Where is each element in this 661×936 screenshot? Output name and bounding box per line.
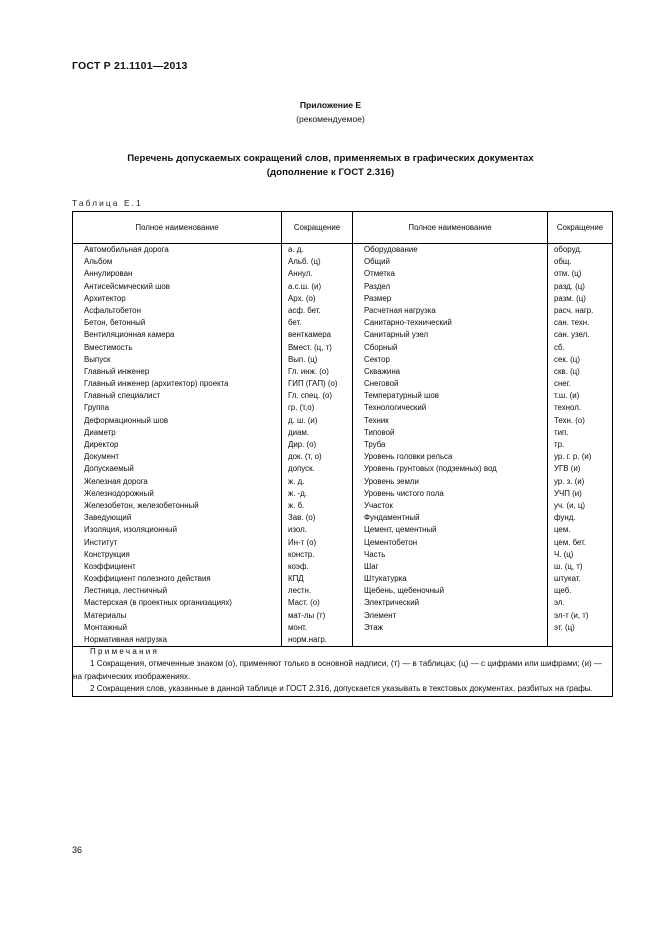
table-cell-full-name: Уровень земли [364,476,419,486]
table-cell-full-name: Шаг [364,561,379,571]
table-cell-abbreviation: Техн. (о) [554,415,585,425]
table-cell-abbreviation: ур. з. (и) [554,476,585,486]
table-cell-full-name: Труба [364,440,386,449]
abbreviations-table [72,211,613,697]
table-cell-abbreviation: Маст. (о) [288,598,320,608]
table-cell-full-name: Документ [84,452,120,462]
table-cell-full-name: Сектор [364,354,390,364]
table-cell-abbreviation: ж. д. [288,476,305,486]
table-cell-abbreviation: Ч. (ц) [554,549,574,559]
table-cell-abbreviation: лестн. [288,586,312,596]
table-cell-full-name: Уровень головки рельса [364,452,453,462]
table-cell-full-name: Цементобетон [364,537,418,547]
table-cell-full-name: Цемент, цементный [364,525,437,535]
table-cell-abbreviation: Зав. (о) [288,513,316,523]
cell-full-names-right [353,244,548,647]
column-header-abbreviation-right: Сокращение [548,212,613,244]
column-header-full-name-right: Полное наименование [353,212,548,244]
table-cell-full-name: Технологический [364,403,427,413]
table-cell-abbreviation: д. ш. (и) [288,415,318,425]
table-cell-full-name: Альбом [84,257,113,267]
table-cell-full-name: Материалы [84,610,127,620]
table-cell-abbreviation: штукат. [554,574,581,584]
table-cell-full-name: Типовой [364,427,395,437]
table-cell-full-name: Железнодорожный [84,488,154,498]
table-cell-full-name: Отметка [364,269,395,279]
table-cell-full-name: Санитарно-технический [364,318,452,328]
table-cell-abbreviation: уч. (и, ц) [554,500,586,510]
table-cell-abbreviation: скв. (ц) [554,366,580,376]
running-head: ГОСТ Р 21.1101—2013 [72,60,188,72]
table-cell-full-name: Штукатурка [364,574,407,584]
page-number: 36 [72,845,83,855]
table-cell-abbreviation: фунд. [554,513,576,523]
table-cell-full-name: Лестница, лестничный [84,586,168,596]
column-header-abbreviation-left: Сокращение [282,212,353,244]
column-header-full-name-left: Полное наименование [73,212,282,244]
table-cell-full-name: Директор [84,440,119,449]
table-cell-full-name: Вентиляционная камера [84,330,175,340]
table-cell-abbreviation: изол. [288,525,307,535]
list-full-names-right [353,244,547,634]
table-cell-full-name: Заведующий [84,513,132,523]
table-cell-abbreviation: ш. (ц, т) [554,561,583,571]
table-cell-abbreviation: а.с.ш. (и) [288,281,322,291]
table-cell-full-name: Главный инженер (архитектор) проекта [84,379,229,389]
table-cell-abbreviation: тип. [554,427,569,437]
table-cell-full-name: Санитарный узел [364,330,429,340]
table-cell-abbreviation: цем. [554,525,571,535]
table-cell-full-name: Сборный [364,342,398,352]
table-cell-full-name: Коэффициент [84,561,136,571]
table-cell-abbreviation: разд. (ц) [554,281,585,291]
table-cell-full-name: Температурный шов [364,391,439,401]
cell-full-names-left [73,244,282,647]
table-cell-full-name: Мастерская (в проектных организациях) [84,598,232,608]
cell-abbreviations-left [282,244,353,647]
table-cell-full-name: Деформационный шов [84,415,169,425]
table-cell-full-name: Железная дорога [84,476,148,486]
table-cell-abbreviation: тр. [554,440,565,449]
table-cell-full-name: Допускаемый [84,464,134,474]
list-abbreviations-right [548,244,612,634]
table-cell-abbreviation: Арх. (о) [288,293,316,303]
table-cell-full-name: Железобетон, железобетонный [84,500,199,510]
table-cell-abbreviation: отм. (ц) [554,269,582,279]
table-cell-abbreviation: сан. техн. [554,318,590,328]
table-cell-full-name: Часть [364,549,386,559]
table-cell-abbreviation: КПД [288,574,304,584]
table-cell-full-name: Диаметр [84,427,116,437]
table-cell-full-name: Размер [364,293,392,303]
annex-kind: (рекомендуемое) [296,114,365,124]
table-cell-abbreviation: Дир. (о) [288,440,317,449]
table-cell-abbreviation: технол. [554,403,582,413]
table-cell-full-name: Щебень, щебеночный [364,586,445,596]
table-cell-full-name: Главный специалист [84,391,161,401]
table-cell-full-name: Раздел [364,281,391,291]
table-cell-full-name: Аннулирован [84,269,133,279]
table-cell-abbreviation: расч. нагр. [554,305,594,315]
table-cell-abbreviation: допуск. [288,464,315,474]
note-item: 2 Сокращения слов, указанные в данной таблице и ГОСТ 2.316, допускается указывать в текстовых документах, разбитых на графы. [90,684,593,694]
table-cell-abbreviation: сек. (ц) [554,354,580,364]
table-cell-abbreviation: щеб. [554,586,572,596]
table-cell-abbreviation: Аннул. [288,269,313,279]
table-cell-full-name: Техник [364,415,389,425]
list-full-names-left [73,244,281,646]
table-cell-abbreviation: УЧП (и) [554,488,582,498]
table-cell-abbreviation: УГВ (и) [554,464,581,474]
table-cell-abbreviation: Ин-т (о) [288,537,317,547]
table-cell-full-name: Главный инженер [84,366,150,376]
table-cell-abbreviation: бет. [288,318,302,328]
table-cell-abbreviation: снег. [554,379,571,389]
table-cell-full-name: Выпуск [84,354,111,364]
table-cell-full-name: Оборудование [364,245,418,254]
table-cell-abbreviation: общ. [554,257,572,267]
table-cell-abbreviation: диам. [288,427,310,437]
list-abbreviations-left [282,244,352,646]
table-cell-abbreviation: Гл. инж. (о) [288,366,329,376]
table-cell-abbreviation: гр. (т,о) [288,403,315,413]
cell-abbreviations-right [548,244,613,647]
notes-title: Примечания [90,647,160,657]
table-cell-full-name: Вместимость [84,342,133,352]
table-cell-abbreviation: а. д. [288,245,304,254]
table-cell-full-name: Архитектор [84,293,126,303]
table-cell-full-name: Конструкция [84,549,130,559]
table-cell-full-name: Скважина [364,366,401,376]
table-cell-full-name: Общий [364,257,390,267]
table-cell-abbreviation: мат-лы (т) [288,610,326,620]
page-title [40,152,621,180]
table-cell-abbreviation: констр. [288,549,315,559]
table-cell-full-name: Автомобильная дорога [84,245,169,254]
table-cell-abbreviation: коэф. [288,561,309,571]
notes-cell [73,647,613,697]
page-title-line-1: Перечень допускаемых сокращений слов, применяемых в графических документах [127,153,534,164]
table-body-row [73,244,613,647]
page-title-line-2: (дополнение к ГОСТ 2.316) [266,167,395,178]
table-cell-abbreviation: эл-т (и, т) [554,610,589,620]
table-cell-full-name: Фундаментный [364,513,420,523]
table-cell-full-name: Монтажный [84,622,128,632]
table-cell-abbreviation: ур. г. р. (и) [554,452,592,462]
table-cell-abbreviation: эт. (ц) [554,622,575,632]
table-cell-abbreviation: норм.нагр. [288,635,327,644]
table-cell-full-name: Институт [84,537,118,547]
table-cell-abbreviation: сан. узел. [554,330,590,340]
table-cell-abbreviation: док. (т, о) [288,452,322,462]
table-cell-abbreviation: монт. [288,622,308,632]
table-caption: Таблица Е.1 [72,198,143,208]
table-cell-full-name: Снеговой [364,379,399,389]
table-cell-abbreviation: оборуд. [554,245,583,254]
table-cell-abbreviation: разм. (ц) [554,293,586,303]
table-cell-abbreviation: Вып. (ц) [288,354,318,364]
table-cell-full-name: Уровень чистого пола [364,488,444,498]
table-cell-full-name: Участок [364,500,393,510]
table-cell-abbreviation: Гл. спец. (о) [288,391,332,401]
table-cell-full-name: Группа [84,403,110,413]
table-cell-abbreviation: ГИП (ГАП) (о) [288,379,338,389]
table-cell-abbreviation: т.ш. (и) [554,391,580,401]
notes-list [73,658,612,696]
table-cell-abbreviation: Вмест. (ц, т) [288,342,332,352]
table-cell-abbreviation: цем. бет. [554,537,587,547]
table-cell-abbreviation: ж. б. [288,500,305,510]
table-cell-full-name: Электрический [364,598,420,608]
table-header-row [73,212,613,244]
table-cell-full-name: Расчетная нагрузка [364,305,436,315]
note-item: 1 Сокращения, отмеченные знаком (о), применяют только в основной надписи, (т) — в таблицах; (ц) — с цифрами или шифрами; (и) — на графических изображениях. [73,659,602,681]
table-cell-abbreviation: ж. -д. [288,488,308,498]
table-cell-full-name: Асфальтобетон [84,305,141,315]
table-cell-full-name: Бетон, бетонный [84,318,146,328]
table-cell-abbreviation: асф. бет. [288,305,321,315]
table-cell-abbreviation: сб. [554,342,565,352]
annex-name: Приложение Е [299,100,362,110]
table-notes-row [73,647,613,697]
table-cell-full-name: Этаж [364,622,383,632]
table-cell-full-name: Коэффициент полезного действия [84,574,211,584]
annex-heading [0,98,661,126]
table-cell-full-name: Элемент [364,610,397,620]
table-cell-abbreviation: эл. [554,598,565,608]
table-cell-full-name: Изоляция, изоляционный [84,525,178,535]
table-cell-full-name: Нормативная нагрузка [84,635,168,644]
table-cell-abbreviation: венткамера [288,330,332,340]
table-cell-full-name: Антисейсмический шов [84,281,170,291]
table-cell-full-name: Уровень грунтовых (подземных) вод [364,464,497,474]
table-cell-abbreviation: Альб. (ц) [288,257,321,267]
